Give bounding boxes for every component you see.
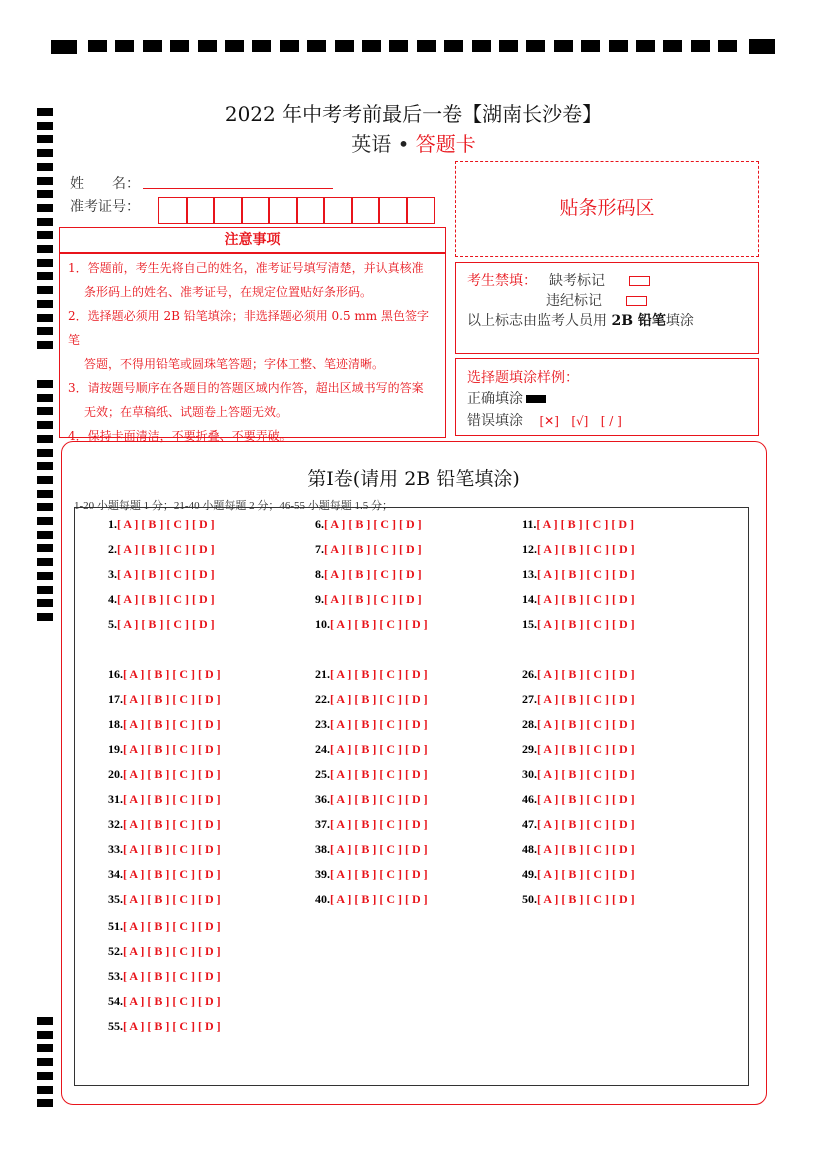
timing-mark — [37, 259, 53, 267]
question-number: 34. — [108, 867, 123, 881]
name-input[interactable] — [143, 188, 333, 189]
notice-item: 4．保持卡面清洁，不要折叠、不要弄破。 — [68, 429, 292, 443]
timing-mark — [37, 135, 53, 143]
timing-mark — [37, 558, 53, 566]
answer-options[interactable]: [ A ] [ B ] [ C ] [ D ] — [537, 867, 635, 881]
answer-options[interactable]: [ A ] [ B ] [ C ] [ D ] — [123, 692, 221, 706]
question-number: 7. — [315, 542, 324, 556]
answer-options[interactable]: [ A ] [ B ] [ C ] [ D ] — [537, 717, 635, 731]
answer-options[interactable]: [ A ] [ B ] [ C ] [ D ] — [123, 792, 221, 806]
timing-mark — [691, 40, 710, 52]
answer-options[interactable]: [ A ] [ B ] [ C ] [ D ] — [123, 944, 221, 958]
question-51[interactable] — [108, 919, 221, 934]
answer-options[interactable]: [ A ] [ B ] [ C ] [ D ] — [324, 542, 422, 556]
answer-options[interactable]: [ A ] [ B ] [ C ] [ D ] — [123, 717, 221, 731]
sample-title: 选择题填涂样例： — [467, 370, 579, 386]
id-digit-box[interactable] — [296, 197, 326, 224]
timing-mark — [663, 40, 682, 52]
answer-options[interactable]: [ A ] [ B ] [ C ] [ D ] — [330, 892, 428, 906]
timing-mark — [554, 40, 573, 52]
answer-options[interactable]: [ A ] [ B ] [ C ] [ D ] — [324, 517, 422, 531]
answer-options[interactable]: [ A ] [ B ] [ C ] [ D ] — [123, 1019, 221, 1033]
question-number: 15. — [522, 617, 537, 631]
question-number: 24. — [315, 742, 330, 756]
wrong-mark-x: [✕] — [539, 414, 559, 428]
sample-box — [455, 358, 759, 436]
timing-mark — [37, 531, 53, 539]
timing-mark — [37, 462, 53, 470]
question-number: 18. — [108, 717, 123, 731]
timing-mark — [37, 231, 53, 239]
timing-mark — [718, 40, 737, 52]
question-21[interactable] — [315, 667, 428, 682]
timing-mark — [37, 517, 53, 525]
answer-options[interactable]: [ A ] [ B ] [ C ] [ D ] — [123, 742, 221, 756]
answer-options[interactable]: [ A ] [ B ] [ C ] [ D ] — [330, 792, 428, 806]
question-35[interactable] — [108, 892, 221, 907]
id-digit-box[interactable] — [213, 197, 243, 224]
answer-options[interactable]: [ A ] [ B ] [ C ] [ D ] — [537, 792, 635, 806]
answer-options[interactable]: [ A ] [ B ] [ C ] [ D ] — [537, 767, 635, 781]
question-number: 52. — [108, 944, 123, 958]
question-number: 33. — [108, 842, 123, 856]
notice-item: 无效；在草稿纸、试题卷上答题无效。 — [84, 405, 289, 419]
answer-options[interactable]: [ A ] [ B ] [ C ] [ D ] — [330, 667, 428, 681]
timing-mark — [198, 40, 217, 52]
question-number: 50. — [522, 892, 537, 906]
timing-mark — [37, 380, 53, 388]
answer-options[interactable]: [ A ] [ B ] [ C ] [ D ] — [536, 517, 634, 531]
timing-mark — [37, 327, 53, 335]
id-digit-box[interactable] — [406, 197, 436, 224]
notice-item: 1．答题前，考生先将自己的姓名，准考证号填写清楚，并认真核准 — [68, 261, 424, 275]
timing-mark — [37, 544, 53, 552]
timing-mark — [37, 407, 53, 415]
question-30[interactable] — [522, 767, 635, 782]
answer-options[interactable]: [ A ] [ B ] [ C ] [ D ] — [330, 767, 428, 781]
question-53[interactable] — [108, 969, 221, 984]
question-number: 49. — [522, 867, 537, 881]
question-number: 21. — [315, 667, 330, 681]
answer-options[interactable]: [ A ] [ B ] [ C ] [ D ] — [123, 767, 221, 781]
question-number: 32. — [108, 817, 123, 831]
question-number: 22. — [315, 692, 330, 706]
question-33[interactable] — [108, 842, 221, 857]
question-9[interactable] — [315, 592, 422, 607]
question-28[interactable] — [522, 717, 635, 732]
question-2[interactable] — [108, 542, 215, 557]
timing-mark — [280, 40, 299, 52]
timing-mark — [37, 204, 53, 212]
notice-item: 答题，不得用铅笔或圆珠笔答题；字体工整、笔迹清晰。 — [84, 357, 385, 371]
id-digit-box[interactable] — [323, 197, 353, 224]
question-29[interactable] — [522, 742, 635, 757]
timing-mark — [37, 218, 53, 226]
question-number: 47. — [522, 817, 537, 831]
question-number: 35. — [108, 892, 123, 906]
question-38[interactable] — [315, 842, 428, 857]
timing-mark — [88, 40, 107, 52]
subtitle — [0, 128, 827, 157]
timing-mark — [225, 40, 244, 52]
subject: 英语 — [351, 132, 392, 156]
timing-mark — [170, 40, 189, 52]
note-text: 填涂 — [665, 313, 694, 329]
timing-mark — [37, 272, 53, 280]
timing-mark — [444, 40, 463, 52]
question-39[interactable] — [315, 867, 428, 882]
wrong-label: 错误填涂 — [467, 413, 523, 429]
section-title: 第Ⅰ卷(请用 2B 铅笔填涂) — [307, 468, 520, 490]
question-number: 30. — [522, 767, 537, 781]
question-number: 2. — [108, 542, 117, 556]
answer-options[interactable]: [ A ] [ B ] [ C ] [ D ] — [117, 567, 215, 581]
id-digit-box[interactable] — [186, 197, 216, 224]
timing-mark — [252, 40, 271, 52]
timing-mark — [37, 503, 53, 511]
question-number: 11. — [522, 517, 537, 531]
absent-mark[interactable] — [629, 276, 650, 286]
timing-mark — [37, 613, 53, 621]
answer-options[interactable]: [ A ] [ B ] [ C ] [ D ] — [123, 892, 221, 906]
question-number: 9. — [315, 592, 324, 606]
question-number: 51. — [108, 919, 123, 933]
question-number: 36. — [315, 792, 330, 806]
question-19[interactable] — [108, 742, 221, 757]
question-7[interactable] — [315, 542, 422, 557]
question-number: 20. — [108, 767, 123, 781]
question-50[interactable] — [522, 892, 635, 907]
question-number: 31. — [108, 792, 123, 806]
question-number: 1. — [108, 517, 117, 531]
barcode-area: 贴条形码区 — [455, 161, 759, 257]
timing-mark — [37, 314, 53, 322]
exam-title: 2022 年中考考前最后一卷【湖南长沙卷】 — [224, 102, 603, 126]
answer-options[interactable]: [ A ] [ B ] [ C ] [ D ] — [117, 542, 215, 556]
answer-options[interactable]: [ A ] [ B ] [ C ] [ D ] — [324, 592, 422, 606]
timing-mark — [143, 40, 162, 52]
question-number: 17. — [108, 692, 123, 706]
timing-mark — [37, 190, 53, 198]
question-52[interactable] — [108, 944, 221, 959]
question-4[interactable] — [108, 592, 215, 607]
question-49[interactable] — [522, 867, 635, 882]
question-16[interactable] — [108, 667, 221, 682]
answer-options[interactable]: [ A ] [ B ] [ C ] [ D ] — [537, 667, 635, 681]
timing-mark — [749, 39, 775, 54]
question-13[interactable] — [522, 567, 635, 582]
answer-options[interactable]: [ A ] [ B ] [ C ] [ D ] — [330, 817, 428, 831]
question-number: 8. — [315, 567, 324, 581]
timing-mark — [37, 1099, 53, 1107]
timing-mark — [37, 1031, 53, 1039]
timing-mark — [37, 122, 53, 130]
timing-mark — [37, 300, 53, 308]
timing-mark — [389, 40, 408, 52]
timing-mark — [335, 40, 354, 52]
answer-options[interactable]: [ A ] [ B ] [ C ] [ D ] — [123, 667, 221, 681]
timing-mark — [37, 286, 53, 294]
timing-mark — [37, 572, 53, 580]
timing-mark — [472, 40, 491, 52]
timing-mark — [37, 108, 53, 116]
question-20[interactable] — [108, 767, 221, 782]
timing-mark — [37, 1058, 53, 1066]
answer-options[interactable]: [ A ] [ B ] [ C ] [ D ] — [537, 617, 635, 631]
question-54[interactable] — [108, 994, 221, 1009]
answer-options[interactable]: [ A ] [ B ] [ C ] [ D ] — [117, 517, 215, 531]
violation-label: 违纪标记 — [546, 293, 602, 309]
timing-mark — [37, 449, 53, 457]
timing-mark — [636, 40, 655, 52]
question-26[interactable] — [522, 667, 635, 682]
timing-mark — [51, 40, 77, 54]
answer-options[interactable]: [ A ] [ B ] [ C ] [ D ] — [330, 617, 428, 631]
question-number: 39. — [315, 867, 330, 881]
question-34[interactable] — [108, 867, 221, 882]
question-number: 6. — [315, 517, 324, 531]
answer-options[interactable]: [ A ] [ B ] [ C ] [ D ] — [330, 842, 428, 856]
id-digit-box[interactable] — [351, 197, 381, 224]
id-digit-box[interactable] — [158, 197, 188, 224]
name-label: 姓 名： — [70, 176, 140, 192]
answer-options[interactable]: [ A ] [ B ] [ C ] [ D ] — [537, 542, 635, 556]
answer-options[interactable]: [ A ] [ B ] [ C ] [ D ] — [537, 842, 635, 856]
question-number: 46. — [522, 792, 537, 806]
answer-options[interactable]: [ A ] [ B ] [ C ] [ D ] — [330, 867, 428, 881]
note-text: 以上标志由监考人员用 — [467, 313, 612, 329]
timing-mark — [362, 40, 381, 52]
question-14[interactable] — [522, 592, 635, 607]
answer-options[interactable]: [ A ] [ B ] [ C ] [ D ] — [537, 892, 635, 906]
question-27[interactable] — [522, 692, 635, 707]
answer-options[interactable]: [ A ] [ B ] [ C ] [ D ] — [123, 842, 221, 856]
forbidden-box — [455, 262, 759, 354]
question-number: 29. — [522, 742, 537, 756]
question-18[interactable] — [108, 717, 221, 732]
question-48[interactable] — [522, 842, 635, 857]
timing-mark — [37, 476, 53, 484]
answer-options[interactable]: [ A ] [ B ] [ C ] [ D ] — [117, 617, 215, 631]
question-32[interactable] — [108, 817, 221, 832]
violation-mark[interactable] — [626, 296, 647, 306]
question-1[interactable] — [108, 517, 215, 532]
question-12[interactable] — [522, 542, 635, 557]
question-40[interactable] — [315, 892, 428, 907]
question-46[interactable] — [522, 792, 635, 807]
question-number: 14. — [522, 592, 537, 606]
question-3[interactable] — [108, 567, 215, 582]
answer-options[interactable]: [ A ] [ B ] [ C ] [ D ] — [330, 717, 428, 731]
question-8[interactable] — [315, 567, 422, 582]
question-number: 37. — [315, 817, 330, 831]
notice-title: 注意事项 — [59, 227, 446, 253]
answer-options[interactable]: [ A ] [ B ] [ C ] [ D ] — [330, 692, 428, 706]
answer-options[interactable]: [ A ] [ B ] [ C ] [ D ] — [123, 969, 221, 983]
question-37[interactable] — [315, 817, 428, 832]
notice-item: 3．请按题号顺序在各题目的答题区域内作答，超出区域书写的答案 — [68, 381, 424, 395]
answer-options[interactable]: [ A ] [ B ] [ C ] [ D ] — [330, 742, 428, 756]
question-17[interactable] — [108, 692, 221, 707]
correct-label: 正确填涂 — [467, 391, 523, 407]
timing-mark — [37, 1017, 53, 1025]
question-22[interactable] — [315, 692, 428, 707]
id-label: 准考证号： — [70, 199, 140, 215]
question-31[interactable] — [108, 792, 221, 807]
timing-mark — [37, 421, 53, 429]
question-number: 26. — [522, 667, 537, 681]
timing-mark — [37, 1072, 53, 1080]
filled-mark — [526, 395, 546, 403]
absent-label: 缺考标记 — [549, 273, 605, 289]
answer-options[interactable]: [ A ] [ B ] [ C ] [ D ] — [537, 567, 635, 581]
scoring-note: 1-20 小题每题 1 分；21-40 小题每题 2 分；46-55 小题每题 1.5 分； — [74, 500, 393, 512]
question-number: 53. — [108, 969, 123, 983]
question-number: 27. — [522, 692, 537, 706]
question-23[interactable] — [315, 717, 428, 732]
timing-mark — [37, 490, 53, 498]
question-47[interactable] — [522, 817, 635, 832]
question-number: 16. — [108, 667, 123, 681]
timing-mark — [37, 394, 53, 402]
question-11[interactable] — [522, 517, 634, 532]
answer-options[interactable]: [ A ] [ B ] [ C ] [ D ] — [123, 817, 221, 831]
question-24[interactable] — [315, 742, 428, 757]
answer-options[interactable]: [ A ] [ B ] [ C ] [ D ] — [123, 867, 221, 881]
timing-mark — [37, 1086, 53, 1094]
wrong-mark-check: [√] — [571, 414, 589, 428]
question-15[interactable] — [522, 617, 635, 632]
timing-mark — [37, 599, 53, 607]
answer-options[interactable]: [ A ] [ B ] [ C ] [ D ] — [117, 592, 215, 606]
question-number: 19. — [108, 742, 123, 756]
timing-mark — [115, 40, 134, 52]
answer-options[interactable]: [ A ] [ B ] [ C ] [ D ] — [123, 994, 221, 1008]
answer-options[interactable]: [ A ] [ B ] [ C ] [ D ] — [537, 817, 635, 831]
question-number: 48. — [522, 842, 537, 856]
timing-mark — [37, 341, 53, 349]
timing-mark — [37, 1044, 53, 1052]
question-number: 40. — [315, 892, 330, 906]
question-25[interactable] — [315, 767, 428, 782]
question-36[interactable] — [315, 792, 428, 807]
id-digit-box[interactable] — [268, 197, 298, 224]
separator: • — [397, 132, 410, 156]
timing-mark — [37, 435, 53, 443]
timing-mark — [526, 40, 545, 52]
id-digit-box[interactable] — [378, 197, 408, 224]
question-number: 25. — [315, 767, 330, 781]
question-6[interactable] — [315, 517, 422, 532]
timing-mark — [37, 177, 53, 185]
question-number: 28. — [522, 717, 537, 731]
timing-mark — [37, 149, 53, 157]
timing-mark — [307, 40, 326, 52]
notice-item: 条形码上的姓名、准考证号，在规定位置贴好条形码。 — [84, 285, 373, 299]
question-number: 38. — [315, 842, 330, 856]
question-5[interactable] — [108, 617, 215, 632]
answer-options[interactable]: [ A ] [ B ] [ C ] [ D ] — [537, 592, 635, 606]
question-55[interactable] — [108, 1019, 221, 1034]
question-number: 10. — [315, 617, 330, 631]
notice-item: 2．选择题必须用 2B 铅笔填涂；非选择题必须用 0.5 mm 黑色签字笔 — [68, 309, 430, 347]
note-bold: 2B 铅笔 — [611, 313, 666, 329]
question-number: 54. — [108, 994, 123, 1008]
timing-mark — [37, 163, 53, 171]
question-number: 12. — [522, 542, 537, 556]
timing-mark — [499, 40, 518, 52]
question-number: 13. — [522, 567, 537, 581]
answer-options[interactable]: [ A ] [ B ] [ C ] [ D ] — [537, 692, 635, 706]
answer-options[interactable]: [ A ] [ B ] [ C ] [ D ] — [123, 919, 221, 933]
timing-mark — [37, 245, 53, 253]
timing-mark — [37, 586, 53, 594]
question-number: 55. — [108, 1019, 123, 1033]
timing-mark — [581, 40, 600, 52]
question-number: 4. — [108, 592, 117, 606]
question-number: 23. — [315, 717, 330, 731]
answer-options[interactable]: [ A ] [ B ] [ C ] [ D ] — [537, 742, 635, 756]
question-10[interactable] — [315, 617, 428, 632]
forbidden-title: 考生禁填： — [467, 273, 537, 289]
id-digit-box[interactable] — [241, 197, 271, 224]
timing-mark — [417, 40, 436, 52]
card-label: 答题卡 — [415, 132, 476, 156]
wrong-mark-slash: [ / ] — [600, 414, 622, 428]
question-number: 3. — [108, 567, 117, 581]
notice-list — [59, 253, 446, 443]
answer-options[interactable]: [ A ] [ B ] [ C ] [ D ] — [324, 567, 422, 581]
timing-mark — [609, 40, 628, 52]
question-number: 5. — [108, 617, 117, 631]
